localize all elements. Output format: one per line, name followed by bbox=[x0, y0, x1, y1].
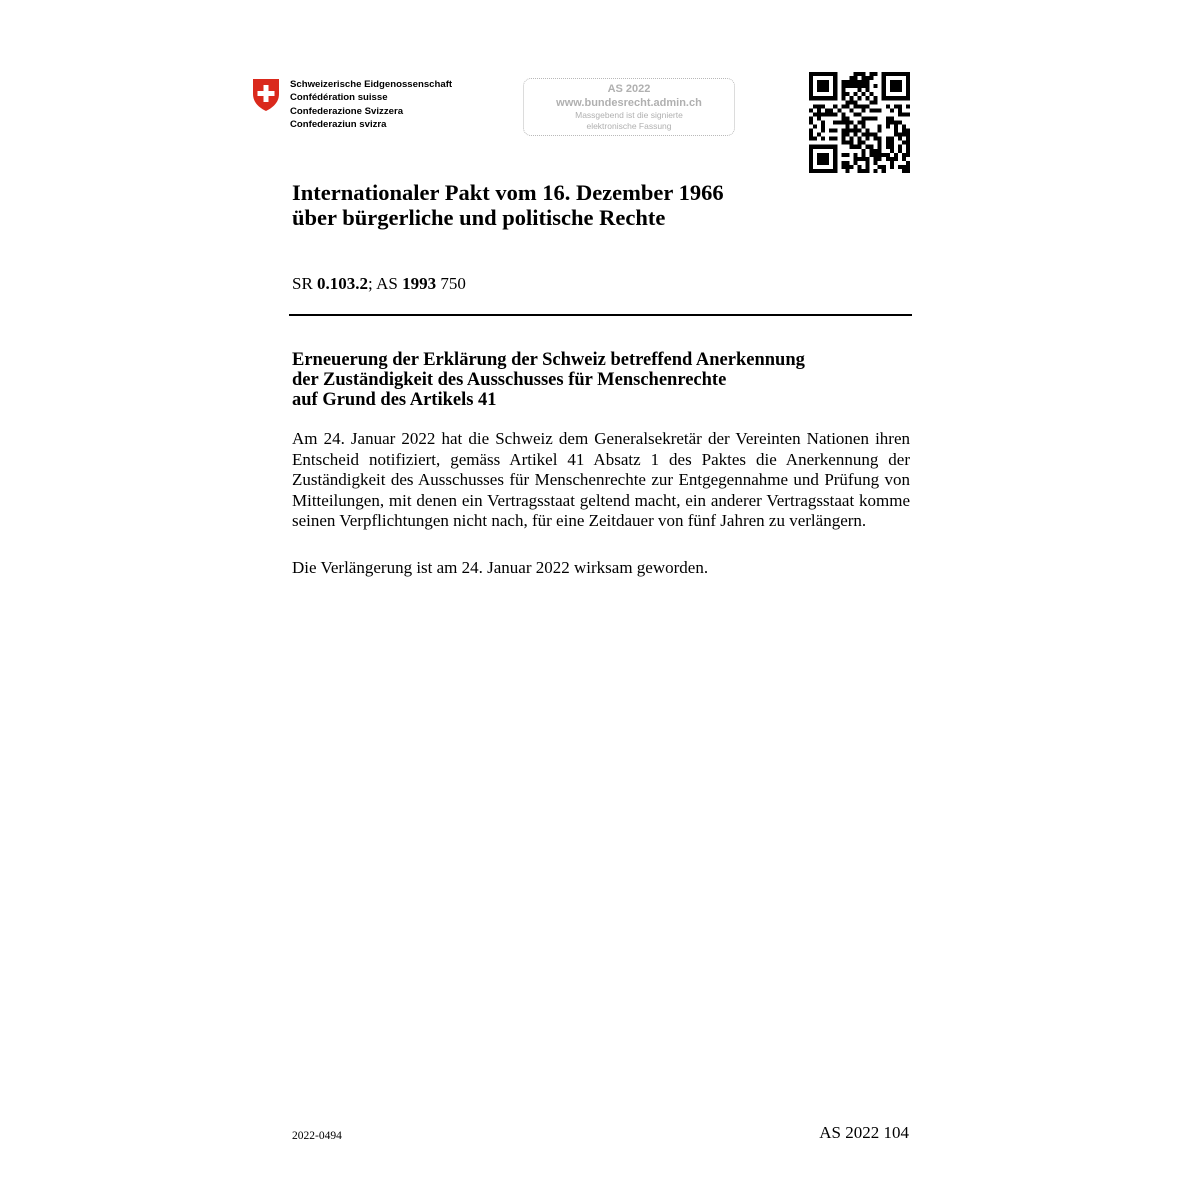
stamp-url: www.bundesrecht.admin.ch bbox=[556, 97, 702, 109]
stamp-note-2: elektronische Fassung bbox=[586, 120, 672, 131]
heading-line-1: Erneuerung der Erklärung der Schweiz betreffend Anerkennung bbox=[292, 350, 805, 370]
stamp-note-1: Massgebend ist die signierte bbox=[575, 110, 683, 120]
title-divider bbox=[289, 314, 912, 316]
page-reference: AS 2022 104 bbox=[819, 1123, 909, 1142]
ref-separator: ; AS bbox=[368, 274, 403, 293]
confederation-name-it: Confederazione Svizzera bbox=[290, 105, 404, 117]
confederation-name-fr: Confédération suisse bbox=[290, 92, 388, 104]
document-number: 2022-0494 bbox=[292, 1130, 342, 1142]
confederation-name-rm: Confederaziun svizra bbox=[290, 119, 387, 131]
swiss-coat-of-arms-icon bbox=[252, 78, 280, 112]
heading-line-2: der Zuständigkeit des Ausschusses für Menschenrechte bbox=[292, 370, 727, 390]
confederation-logo bbox=[252, 78, 462, 138]
title-line-2: über bürgerliche und politische Rechte bbox=[292, 205, 666, 230]
qr-code-icon bbox=[809, 72, 910, 173]
sr-prefix: SR bbox=[292, 274, 318, 293]
stamp-collection: AS 2022 bbox=[607, 83, 651, 95]
confederation-name-de: Schweizerische Eidgenossenschaft bbox=[290, 79, 453, 90]
section-heading bbox=[292, 350, 912, 410]
title-line-1: Internationaler Pakt vom 16. Dezember 1966 bbox=[292, 180, 724, 205]
as-page: 750 bbox=[436, 274, 466, 293]
as-year: 1993 bbox=[402, 274, 437, 293]
heading-line-3: auf Grund des Artikels 41 bbox=[292, 390, 497, 410]
document-title bbox=[292, 180, 912, 230]
body-paragraph-2: Die Verlängerung ist am 24. Januar 2022 wirksam geworden. bbox=[292, 558, 709, 577]
body-paragraph-1: Am 24. Januar 2022 hat die Schweiz dem Generalsekretär der Vereinten Nationen ihren Entscheid notifiziert, gemäss Artikel 41 Absatz 1 des Paktes die Anerkennung der Zuständigkeit des Ausschusses für Menschenrechte zur Entgegennahme und Prüfung von Mitteilungen, mit denen ein Vertragsstaat geltend macht, ein anderer Vertragsstaat komme seinen Verpflichtungen nicht nach, für eine Zeitdauer von fünf Jahren zu verlängern. bbox=[292, 429, 910, 530]
signature-stamp bbox=[523, 78, 735, 136]
sr-number: 0.103.2 bbox=[317, 274, 369, 293]
confederation-names bbox=[290, 78, 452, 132]
document-reference bbox=[292, 273, 466, 295]
